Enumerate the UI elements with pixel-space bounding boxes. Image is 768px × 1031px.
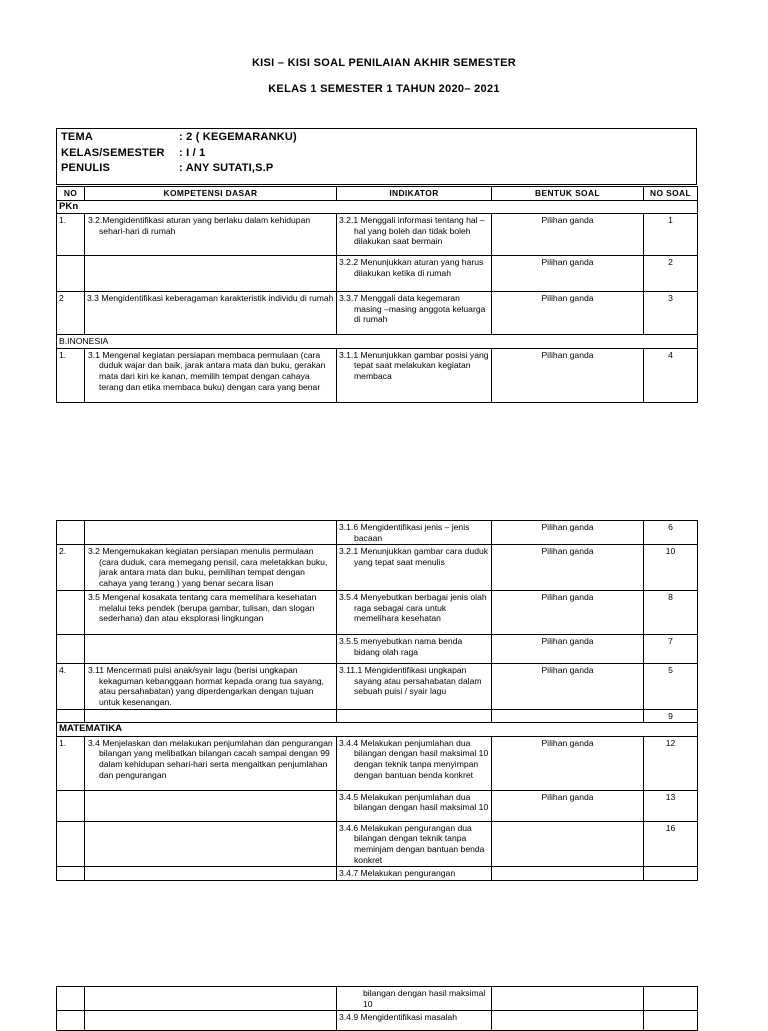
cell-bentuk: Pilihan ganda [492, 292, 644, 335]
cell-kd [85, 867, 337, 881]
cell-ind: 3.2.1 Menunjukkan gambar cara duduk yang tepat saat menulis [337, 545, 492, 591]
cell-no [57, 256, 85, 292]
cell-nosoal: 3 [644, 292, 698, 335]
table-row [57, 1011, 698, 1031]
cell-no: 1. [57, 348, 85, 402]
kisi-table-page1 [56, 186, 698, 403]
section-row [57, 200, 698, 214]
cell-bentuk: Pilihan ganda [492, 790, 644, 821]
col-no: NO [57, 187, 85, 201]
cell-bentuk: Pilihan ganda [492, 256, 644, 292]
penulis-value: : ANY SUTATI,S.P [179, 162, 274, 174]
table-row [57, 790, 698, 821]
penulis-label: PENULIS [61, 162, 111, 174]
col-nosoal: NO SOAL [644, 187, 698, 201]
cell-bentuk [492, 1011, 644, 1031]
cell-ind: 3.11.1 Mengidentifikasi ungkapan sayang atau persahabatan dalam sebuah puisi / syair lagu [337, 664, 492, 709]
cell-no: 2 [57, 292, 85, 335]
cell-no [57, 521, 85, 545]
kisi-table-page3 [56, 986, 698, 1031]
cell-bentuk: Pilihan ganda [492, 664, 644, 709]
col-kompetensi: KOMPETENSI DASAR [85, 187, 337, 201]
cell-ind: 3.5.4 Menyebutkan berbagai jenis olah raga sebagai cara untuk memelihara kesehatan [337, 591, 492, 635]
cell-kd [85, 1011, 337, 1031]
cell-nosoal: 9 [644, 709, 698, 723]
table-header-row [57, 187, 698, 201]
cell-no: 2. [57, 545, 85, 591]
cell-kd: 3.2.Mengidentifikasi aturan yang berlaku dalam kehidupan sehari-hari di rumah [85, 214, 337, 256]
cell-kd [85, 987, 337, 1011]
table-row [57, 987, 698, 1011]
cell-ind: 3.5.5 menyebutkan nama benda bidang olah raga [337, 635, 492, 664]
cell-no [57, 591, 85, 635]
cell-kd [85, 709, 337, 723]
table-row [57, 591, 698, 635]
section-pkn: PKn [57, 200, 698, 214]
cell-nosoal: 1 [644, 214, 698, 256]
cell-no: 1. [57, 214, 85, 256]
cell-nosoal: 13 [644, 790, 698, 821]
cell-bentuk: Pilihan ganda [492, 736, 644, 790]
cell-no [57, 867, 85, 881]
cell-ind: 3.2.1 Menggali informasi tentang hal – hal yang boleh dan tidak boleh dilakukan saat bermain [337, 214, 492, 256]
cell-bentuk: Pilihan ganda [492, 214, 644, 256]
cell-nosoal: 16 [644, 821, 698, 866]
cell-bentuk [492, 867, 644, 881]
cell-bentuk: Pilihan ganda [492, 348, 644, 402]
table-row [57, 821, 698, 866]
cell-ind: 3.2.2 Menunjukkan aturan yang harus dilakukan ketika di rumah [337, 256, 492, 292]
section-row [57, 723, 698, 737]
cell-no [57, 821, 85, 866]
table-row [57, 664, 698, 709]
cell-kd [85, 790, 337, 821]
cell-no [57, 709, 85, 723]
cell-bentuk [492, 709, 644, 723]
table-row [57, 736, 698, 790]
cell-nosoal: 6 [644, 521, 698, 545]
cell-nosoal: 10 [644, 545, 698, 591]
cell-no: 4. [57, 664, 85, 709]
cell-kd [85, 521, 337, 545]
cell-bentuk: Pilihan ganda [492, 521, 644, 545]
cell-nosoal [644, 987, 698, 1011]
cell-no [57, 987, 85, 1011]
cell-ind: 3.1.6 Mengidentifikasi jenis – jenis bacaan [337, 521, 492, 545]
cell-ind: 3.3.7 Menggali data kegemaran masing –masing anggota keluarga di rumah [337, 292, 492, 335]
info-box [56, 128, 697, 185]
document-subtitle: KELAS 1 SEMESTER 1 TAHUN 2020– 2021 [268, 83, 500, 95]
cell-kd: 3.3 Mengidentifikasi keberagaman karakteristik individu di rumah [85, 292, 337, 335]
section-row [57, 335, 698, 349]
cell-nosoal: 4 [644, 348, 698, 402]
cell-bentuk [492, 987, 644, 1011]
section-matematika: MATEMATIKA [57, 723, 698, 737]
cell-kd: 3.11 Mencermati puisi anak/syair lagu (berisi ungkapan kekaguman kebanggaan hormat kepada orang tua sayang, atau persahabatan) yang diperdengarkan dengan tujuan untuk kesenangan. [85, 664, 337, 709]
cell-nosoal [644, 1011, 698, 1031]
cell-ind: 3.4.7 Melakukan pengurangan [337, 867, 492, 881]
kelas-value: : I / 1 [179, 147, 206, 159]
cell-kd [85, 821, 337, 866]
table-row [57, 214, 698, 256]
table-row [57, 292, 698, 335]
cell-kd [85, 635, 337, 664]
cell-bentuk: Pilihan ganda [492, 635, 644, 664]
cell-no [57, 635, 85, 664]
cell-nosoal: 7 [644, 635, 698, 664]
cell-kd: 3.4 Menjelaskan dan melakukan penjumlahan dan pengurangan bilangan yang melibatkan bilangan cacah sampai dengan 99 dalam kehidupan sehari-hari serta mengaitkan penjumlahan dan pengurangan [85, 736, 337, 790]
cell-ind: 3.4.5 Melakukan penjumlahan dua bilangan dengan hasil maksimal 10 [337, 790, 492, 821]
section-bindonesia: B.INONESIA [57, 335, 698, 349]
cell-ind: 3.4.4 Melakukan penjumlahan dua bilangan dengan hasil maksimal 10 dengan teknik tanpa menyimpan dengan bantuan benda konkret [337, 736, 492, 790]
cell-nosoal: 2 [644, 256, 698, 292]
cell-nosoal [644, 867, 698, 881]
table-row [57, 709, 698, 723]
document-title: KISI – KISI SOAL PENILAIAN AKHIR SEMESTER [251, 57, 517, 69]
cell-ind [337, 709, 492, 723]
cell-nosoal: 12 [644, 736, 698, 790]
cell-bentuk: Pilihan ganda [492, 591, 644, 635]
col-bentuk: BENTUK SOAL [492, 187, 644, 201]
cell-ind: 3.1.1 Menunjukkan gambar posisi yang tepat saat melakukan kegiatan membaca [337, 348, 492, 402]
tema-value: : 2 ( KEGEMARANKU) [179, 131, 297, 143]
cell-kd [85, 256, 337, 292]
table-row [57, 348, 698, 402]
col-indikator: INDIKATOR [337, 187, 492, 201]
table-row [57, 545, 698, 591]
cell-bentuk: Pilihan ganda [492, 545, 644, 591]
cell-kd: 3.5 Mengenal kosakata tentang cara memelihara kesehatan melalui teks pendek (berupa gambar, tulisan, dan slogan sederhana) dan atau eksplorasi lingkungan [85, 591, 337, 635]
table-row [57, 256, 698, 292]
kelas-label: KELAS/SEMESTER [61, 147, 165, 159]
cell-no: 1. [57, 736, 85, 790]
cell-kd: 3.2 Mengemukakan kegiatan persiapan menulis permulaan (cara duduk, cara memegang pensil, cara meletakkan buku, jarak antara mata dan buku, pemilihan tempat dengan cahaya yang terang ) yang benar secara lisan [85, 545, 337, 591]
cell-ind: 3.4.6 Melakukan pengurangan dua bilangan dengan teknik tanpa meminjam dengan bantuan benda konkret [337, 821, 492, 866]
kisi-table-page2 [56, 520, 698, 881]
table-row [57, 635, 698, 664]
cell-no [57, 1011, 85, 1031]
cell-nosoal: 8 [644, 591, 698, 635]
cell-nosoal: 5 [644, 664, 698, 709]
tema-label: TEMA [61, 131, 93, 143]
cell-ind: 3.4.9 Mengidentifikasi masalah [337, 1011, 492, 1031]
cell-kd: 3.1 Mengenal kegiatan persiapan membaca permulaan (cara duduk wajar dan baik, jarak antara mata dan buku, gerakan mata dari kiri ke kanan, memilih tempat dengan cahaya terang dan etika membaca buku) dengan cara yang benar [85, 348, 337, 402]
table-row [57, 867, 698, 881]
table-row [57, 521, 698, 545]
cell-ind: bilangan dengan hasil maksimal 10 [337, 987, 492, 1011]
cell-no [57, 790, 85, 821]
cell-bentuk [492, 821, 644, 866]
